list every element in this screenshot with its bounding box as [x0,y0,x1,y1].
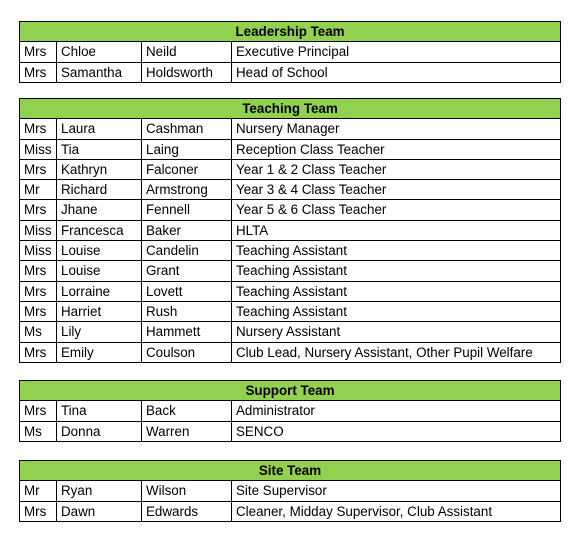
table-row [20,401,561,421]
last-name-cell: Hammett [142,322,232,342]
role-cell: Teaching Assistant [232,261,561,281]
last-name-cell: Grant [142,261,232,281]
table-row [20,119,561,139]
role-cell: Reception Class Teacher [232,139,561,159]
first-name-cell: Chloe [57,42,142,62]
role-cell: Year 3 & 4 Class Teacher [232,180,561,200]
table-row [20,241,561,261]
last-name-cell: Armstrong [142,180,232,200]
team-header: Leadership Team [20,22,561,42]
role-cell: Teaching Assistant [232,301,561,321]
last-name-cell: Falconer [142,159,232,179]
last-name-cell: Holdsworth [142,62,232,82]
role-cell: HLTA [232,220,561,240]
title-cell: Mr [20,481,57,501]
table-row [20,501,561,521]
title-cell: Mrs [20,342,57,362]
first-name-cell: Louise [57,241,142,261]
last-name-cell: Baker [142,220,232,240]
title-cell: Mrs [20,119,57,139]
title-cell: Mrs [20,281,57,301]
first-name-cell: Emily [57,342,142,362]
table-row [20,301,561,321]
first-name-cell: Dawn [57,501,142,521]
table-row [20,342,561,362]
team-header: Support Team [20,381,561,401]
title-cell: Ms [20,421,57,441]
title-cell: Miss [20,220,57,240]
table-row [20,481,561,501]
first-name-cell: Tina [57,401,142,421]
title-cell: Miss [20,241,57,261]
first-name-cell: Louise [57,261,142,281]
first-name-cell: Francesca [57,220,142,240]
table-row [20,62,561,82]
title-cell: Mrs [20,62,57,82]
first-name-cell: Lily [57,322,142,342]
table-row [20,159,561,179]
title-cell: Mrs [20,301,57,321]
first-name-cell: Kathryn [57,159,142,179]
title-cell: Mr [20,180,57,200]
last-name-cell: Cashman [142,119,232,139]
role-cell: Administrator [232,401,561,421]
table-row [20,220,561,240]
title-cell: Mrs [20,261,57,281]
table-row [20,139,561,159]
site-team-table [19,460,561,522]
role-cell: Site Supervisor [232,481,561,501]
last-name-cell: Back [142,401,232,421]
first-name-cell: Ryan [57,481,142,501]
title-cell: Mrs [20,501,57,521]
first-name-cell: Richard [57,180,142,200]
role-cell: Nursery Manager [232,119,561,139]
last-name-cell: Edwards [142,501,232,521]
role-cell: SENCO [232,421,561,441]
table-row [20,42,561,62]
role-cell: Head of School [232,62,561,82]
table-row [20,322,561,342]
first-name-cell: Donna [57,421,142,441]
title-cell: Mrs [20,401,57,421]
last-name-cell: Wilson [142,481,232,501]
first-name-cell: Harriet [57,301,142,321]
leadership-team-table [19,21,561,83]
role-cell: Executive Principal [232,42,561,62]
last-name-cell: Coulson [142,342,232,362]
role-cell: Club Lead, Nursery Assistant, Other Pupil Welfare [232,342,561,362]
title-cell: Miss [20,139,57,159]
first-name-cell: Tia [57,139,142,159]
title-cell: Mrs [20,200,57,220]
role-cell: Nursery Assistant [232,322,561,342]
role-cell: Teaching Assistant [232,281,561,301]
last-name-cell: Warren [142,421,232,441]
first-name-cell: Lorraine [57,281,142,301]
last-name-cell: Lovett [142,281,232,301]
table-row [20,421,561,441]
last-name-cell: Neild [142,42,232,62]
role-cell: Year 1 & 2 Class Teacher [232,159,561,179]
last-name-cell: Fennell [142,200,232,220]
last-name-cell: Candelin [142,241,232,261]
last-name-cell: Laing [142,139,232,159]
title-cell: Ms [20,322,57,342]
teaching-team-table [19,98,561,363]
table-row [20,200,561,220]
support-team-table [19,380,561,442]
title-cell: Mrs [20,42,57,62]
role-cell: Teaching Assistant [232,241,561,261]
table-row [20,180,561,200]
first-name-cell: Jhane [57,200,142,220]
table-row [20,261,561,281]
role-cell: Cleaner, Midday Supervisor, Club Assistant [232,501,561,521]
role-cell: Year 5 & 6 Class Teacher [232,200,561,220]
title-cell: Mrs [20,159,57,179]
first-name-cell: Samantha [57,62,142,82]
table-row [20,281,561,301]
first-name-cell: Laura [57,119,142,139]
last-name-cell: Rush [142,301,232,321]
team-header: Teaching Team [20,99,561,119]
team-header: Site Team [20,461,561,481]
